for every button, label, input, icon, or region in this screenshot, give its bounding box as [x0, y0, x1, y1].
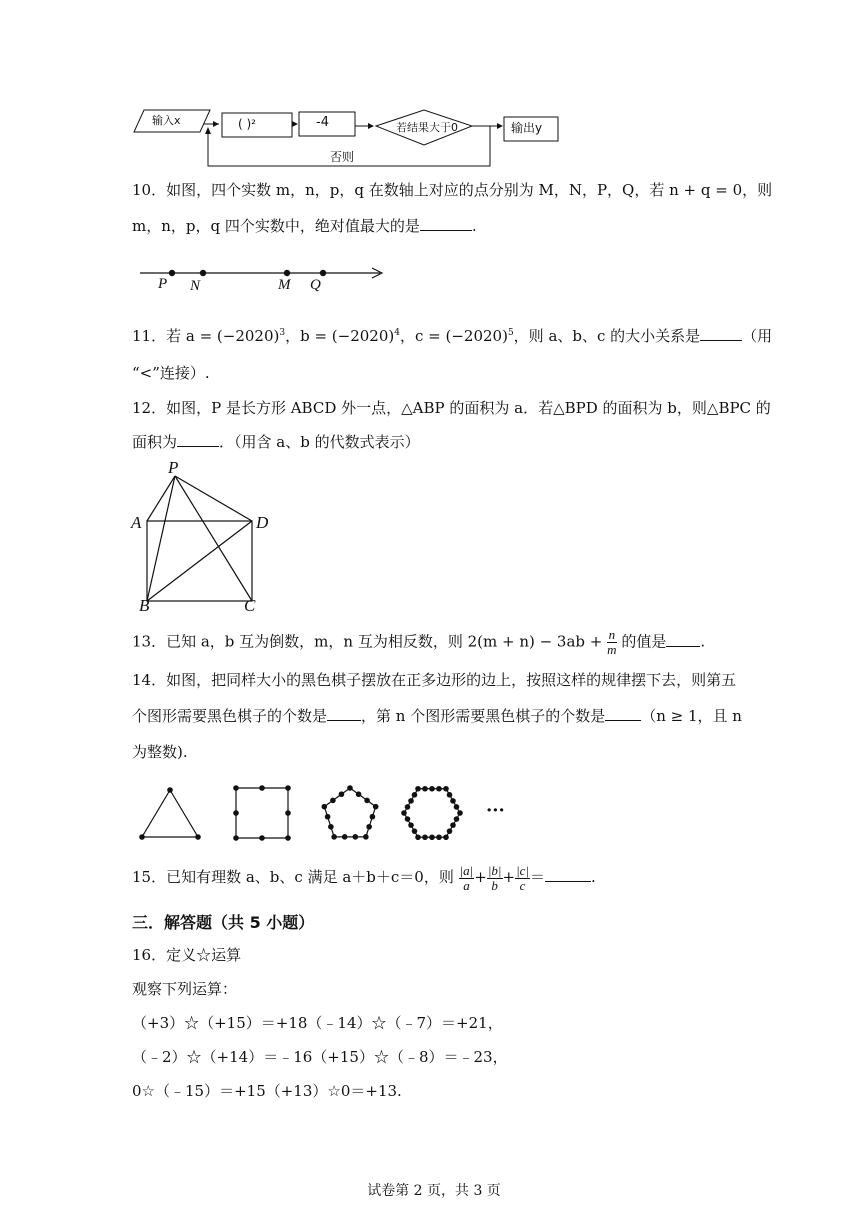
- point-m: [284, 270, 290, 276]
- flow-minus-label: -4: [316, 115, 329, 130]
- flow-square-box: [222, 113, 292, 137]
- q16-line1: （+3）☆（+15）＝+18（﹣14）☆（﹣7）＝+21，: [132, 1014, 503, 1032]
- pentagon-piece: [366, 824, 372, 830]
- square-outline: [236, 788, 288, 838]
- pentagon-piece: [352, 834, 358, 840]
- label-p: P: [158, 276, 168, 292]
- square-piece: [233, 835, 239, 841]
- pentagon-piece: [370, 814, 376, 820]
- pentagon-piece: [373, 804, 379, 810]
- pentagon-piece: [339, 791, 345, 797]
- rectangle-figure: [130, 455, 290, 615]
- q13-line: 13．已知 a，b 互为倒数，m，n 互为相反数，则 2(m + n) − 3ab + $\frac{n}{m}$ 的值是 .: [132, 627, 706, 657]
- label-m: M: [278, 277, 291, 293]
- section-heading: 三．解答题（共 5 小题）: [132, 913, 315, 932]
- flow-square-label: ( )²: [238, 117, 256, 131]
- hexagon-piece: [454, 804, 460, 810]
- q11-line1: 11．若 $a = (-2020)^3$，$b = (-2020)^4$，$c = (-2020)^5$，则 a、b、c 的大小关系是 （用: [132, 327, 773, 345]
- vertex-b: B: [139, 596, 150, 615]
- triangle-outline: [142, 790, 198, 837]
- label-n: N: [190, 278, 201, 294]
- q14-line3: 为整数).: [132, 743, 188, 761]
- hexagon-piece: [457, 810, 463, 816]
- flow-input-label: 输入x: [152, 114, 181, 127]
- hexagon-piece: [443, 834, 449, 840]
- square-piece: [285, 785, 291, 791]
- hexagon-piece: [436, 834, 442, 840]
- vertex-c: C: [244, 596, 256, 615]
- triangle-piece: [139, 834, 145, 840]
- hexagon-piece: [447, 792, 453, 798]
- square-piece: [259, 785, 265, 791]
- pentagon-outline: [324, 788, 375, 837]
- pentagon-piece: [331, 834, 337, 840]
- square-piece: [285, 835, 291, 841]
- square-piece: [233, 785, 239, 791]
- q16-line2: （﹣2）☆（+14）＝﹣16（+15）☆（﹣8）＝﹣23，: [132, 1048, 508, 1066]
- hexagon-piece: [454, 816, 460, 822]
- q14-line1: 14．如图，把同样大小的黑色棋子摆放在正多边形的边上，按照这样的规律摆下去，则第五: [132, 671, 737, 689]
- label-q: Q: [310, 277, 321, 293]
- triangle-piece: [167, 787, 173, 793]
- q14-line2: 个图形需要黑色棋子的个数是 ，第 n 个图形需要黑色棋子的个数是 （n ≥ 1，且 n: [132, 707, 742, 725]
- hexagon-piece: [436, 786, 442, 792]
- hexagon-piece: [450, 798, 456, 804]
- hexagon-piece: [405, 804, 411, 810]
- triangle-piece: [195, 834, 201, 840]
- flow-else-label: 否则: [330, 150, 355, 164]
- hexagon-piece: [415, 786, 421, 792]
- page-footer: 试卷第 2 页，共 3 页: [367, 1183, 501, 1199]
- q16-observe: 观察下列运算：: [132, 980, 238, 998]
- pentagon-piece: [356, 791, 362, 797]
- pentagon-piece: [363, 834, 369, 840]
- hexagon-piece: [429, 786, 435, 792]
- hexagon-piece: [412, 828, 418, 834]
- hexagon-piece: [422, 786, 428, 792]
- q12-line2: 面积为 ．（用含 a、b 的代数式表示）: [132, 433, 420, 451]
- pentagon-piece: [342, 834, 348, 840]
- flowchart: [0, 0, 868, 175]
- q11-line2: “<”连接）.: [132, 364, 210, 382]
- vertex-a: A: [131, 513, 142, 532]
- hexagon-piece: [429, 834, 435, 840]
- q10-line1: 10．如图，四个实数 m，n，p，q 在数轴上对应的点分别为 M，N，P，Q，若 n + q = 0，则: [132, 181, 773, 199]
- q15-line: 15．已知有理数 a、b、c 满足 a＋b＋c＝0，则 $\frac{|a|}{a}$ + $\frac{|b|}{b}$ + $\frac{|c|}{c}$ ＝ .: [132, 862, 596, 893]
- square-piece: [259, 835, 265, 841]
- pentagon-piece: [364, 798, 370, 804]
- hexagon-piece: [412, 792, 418, 798]
- square-piece: [285, 810, 291, 816]
- pentagon-piece: [322, 804, 328, 810]
- pentagon-piece: [325, 814, 331, 820]
- pattern-ellipsis: ···: [486, 800, 505, 821]
- hexagon-piece: [443, 786, 449, 792]
- pentagon-piece: [347, 785, 353, 791]
- point-q: [320, 270, 326, 276]
- hexagon-piece: [422, 834, 428, 840]
- point-n: [200, 270, 206, 276]
- pentagon-piece: [330, 798, 336, 804]
- flow-decision-label: 若结果大于0: [396, 121, 458, 134]
- vertex-d: D: [256, 513, 269, 532]
- q10-line2: m，n，p，q 四个实数中，绝对值最大的是 .: [132, 217, 477, 235]
- hexagon-piece: [408, 798, 414, 804]
- hexagon-piece: [447, 828, 453, 834]
- point-p: [169, 270, 175, 276]
- hexagon-piece: [450, 822, 456, 828]
- hexagon-piece: [415, 834, 421, 840]
- flow-output-label: 输出y: [511, 121, 543, 135]
- polygon-pattern: [130, 778, 530, 848]
- number-line: [130, 262, 390, 298]
- square-piece: [233, 810, 239, 816]
- hexagon-piece: [405, 816, 411, 822]
- vertex-p: P: [168, 458, 179, 477]
- pentagon-piece: [328, 824, 334, 830]
- q16-title: 16．定义☆运算: [132, 946, 242, 964]
- hexagon-piece: [408, 822, 414, 828]
- hexagon-piece: [401, 810, 407, 816]
- q12-line1: 12．如图，P 是长方形 ABCD 外一点，△ABP 的面积为 a．若△BPD 的面积为 b，则△BPC 的: [132, 399, 771, 417]
- q16-line3: 0☆（﹣15）＝+15（+13）☆0＝+13.: [132, 1082, 402, 1100]
